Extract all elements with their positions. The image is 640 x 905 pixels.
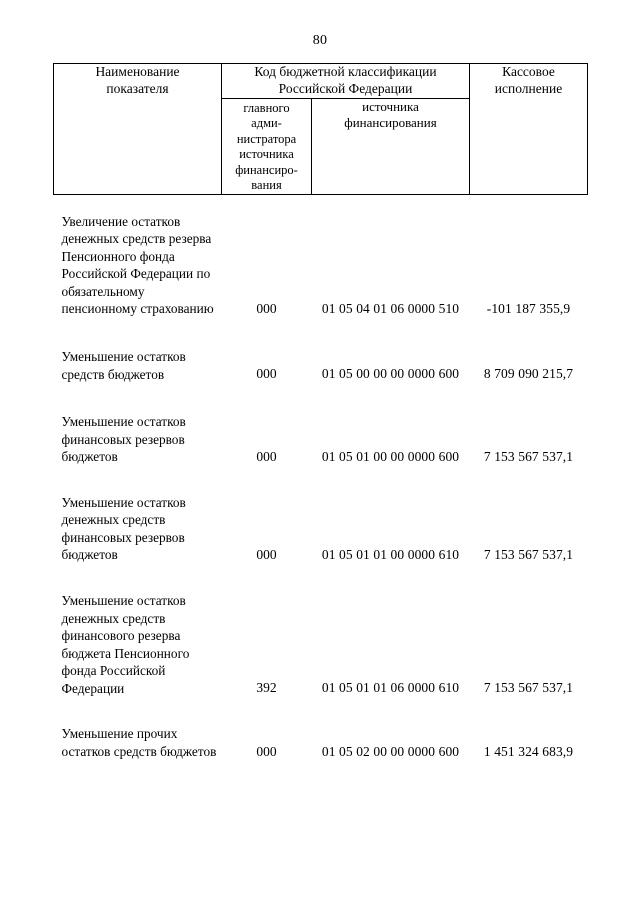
- header-kbk-cell: [222, 64, 470, 99]
- header-name-cell: [54, 64, 222, 195]
- row-source-code: 01 05 04 01 06 0000 510: [321, 301, 460, 317]
- header-kbk-line2: Российской Федерации: [278, 80, 413, 96]
- row-name: Уменьшение остатков денежных средств финансового резерва бюджета Пенсионного фонда Российской Федерации: [61, 592, 190, 696]
- row-name: Увеличение остатков денежных средств резерва Пенсионного фонда Российской Федерации по обязательному пенсионному страхованию: [61, 213, 214, 317]
- row-admin-code: 392: [256, 680, 277, 696]
- row-name: Уменьшение остатков средств бюджетов: [61, 349, 186, 382]
- row-name: Уменьшение остатков денежных средств финансовых резервов бюджетов: [61, 494, 186, 563]
- budget-table: [53, 63, 588, 782]
- row-admin-code: 000: [256, 301, 277, 317]
- row-admin-code: 000: [256, 743, 277, 759]
- header-admin-line6: вания: [251, 178, 282, 193]
- row-amount: 7 153 567 537,1: [483, 448, 574, 464]
- row-source-code: 01 05 02 00 00 0000 600: [321, 743, 460, 759]
- row-amount: 1 451 324 683,9: [483, 743, 574, 759]
- header-admin-line5: финансиро-: [235, 162, 298, 177]
- row-gap: [54, 564, 588, 592]
- row-name: Уменьшение прочих остатков средств бюджетов: [61, 726, 217, 759]
- header-source-cell: [312, 98, 470, 194]
- header-name-line1: Наименование: [95, 64, 180, 79]
- row-source-code: 01 05 01 00 00 0000 600: [321, 448, 460, 464]
- row-admin-code: 000: [256, 448, 277, 464]
- table-row: [54, 494, 588, 564]
- row-amount: 7 153 567 537,1: [483, 680, 574, 696]
- table-row: [54, 592, 588, 697]
- header-cash-line1: Кассовое: [502, 64, 555, 79]
- table-header-row: [54, 64, 588, 99]
- header-source-line2: финансирования: [344, 114, 437, 130]
- header-cash-execution-cell: [470, 64, 588, 195]
- row-gap: [54, 318, 588, 348]
- header-admin-line3: нистратора: [236, 131, 297, 146]
- header-admin-line4: источника: [239, 147, 294, 162]
- row-gap: [54, 466, 588, 494]
- bottom-spacer: [54, 760, 588, 782]
- header-chief-admin-cell: [222, 98, 312, 194]
- row-source-code: 01 05 01 01 06 0000 610: [321, 680, 460, 696]
- header-cash-line2: исполнение: [494, 80, 563, 96]
- row-source-code: 01 05 00 00 00 0000 600: [321, 366, 460, 382]
- header-kbk-line1: Код бюджетной классификации: [254, 64, 437, 79]
- top-spacer: [54, 195, 588, 213]
- budget-table-container: [53, 63, 587, 782]
- row-admin-code: 000: [256, 547, 277, 563]
- table-body-container: [54, 194, 588, 782]
- page-number: 80: [312, 33, 328, 48]
- table-row: [54, 413, 588, 466]
- header-source-line1: источника: [362, 98, 419, 114]
- header-name-line2: показателя: [106, 80, 169, 96]
- row-gap: [54, 383, 588, 413]
- row-gap: [54, 697, 588, 725]
- row-name: Уменьшение остатков финансовых резервов бюджетов: [61, 414, 186, 465]
- table-row: [54, 213, 588, 318]
- row-amount: 7 153 567 537,1: [483, 547, 574, 563]
- row-source-code: 01 05 01 01 00 0000 610: [321, 547, 460, 563]
- row-amount: 8 709 090 215,7: [483, 366, 574, 382]
- header-admin-line1: главного: [243, 100, 290, 115]
- data-rows-area: [54, 195, 588, 783]
- table-body-row: [54, 194, 588, 782]
- table-row: [54, 725, 588, 760]
- table-row: [54, 348, 588, 383]
- row-admin-code: 000: [256, 366, 277, 382]
- header-admin-line2: адми-: [251, 116, 282, 131]
- row-amount: -101 187 355,9: [486, 301, 571, 317]
